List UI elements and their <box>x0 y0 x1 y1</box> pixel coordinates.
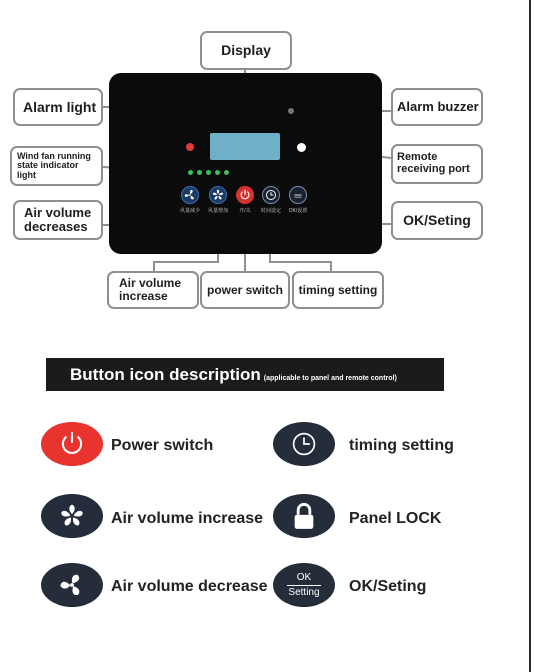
legend-label-power-switch: Power switch <box>111 437 214 454</box>
remote-receiver-dot <box>297 143 306 152</box>
legend-ok-setting-icon-badge <box>273 563 335 607</box>
legend-label-air-volume-increase: Air volume increase <box>111 510 264 527</box>
callout-remote-receiving-port: Remote receiving port <box>391 144 483 184</box>
fan-state-leds <box>188 170 229 175</box>
ok-setting-icon <box>292 189 304 201</box>
alarm-light-led <box>186 143 194 151</box>
fan-icon <box>60 573 84 597</box>
panel-caption-power: 开/关 <box>239 208 251 214</box>
fan-icon <box>184 189 196 201</box>
ok-icon-bottom-text: Setting <box>288 586 320 598</box>
panel-caption-ok: OK/设置 <box>288 208 308 214</box>
control-panel <box>109 73 382 254</box>
callout-wind-fan-state: Wind fan running state indicator light <box>10 146 103 186</box>
fan-icon <box>60 504 84 528</box>
callout-alarm-buzzer: Alarm buzzer <box>391 88 483 126</box>
power-icon <box>239 189 251 201</box>
power-icon <box>59 431 85 457</box>
panel-power-button[interactable] <box>236 186 254 204</box>
panel-caption-timing: 时间设定 <box>260 208 281 214</box>
ok-icon-top-text: OK <box>296 572 312 583</box>
fan-led <box>197 170 202 175</box>
callout-timing-setting: timing setting <box>292 271 384 309</box>
legend-label-ok-setting: OK/Seting <box>349 578 427 595</box>
banner-title: Button icon description <box>70 365 261 384</box>
clock-icon <box>265 189 277 201</box>
panel-ok-setting-button[interactable] <box>289 186 307 204</box>
legend-timing-icon-badge <box>273 422 335 466</box>
alarm-buzzer-hole <box>288 108 294 114</box>
ok-icon-divider <box>287 585 321 586</box>
banner-subtitle: (applicable to panel and remote control) <box>263 375 397 382</box>
callout-power-switch: power switch <box>200 271 290 309</box>
panel-air-volume-increase-button[interactable] <box>209 186 227 204</box>
callout-air-volume-increase: Air volume increase <box>107 271 199 309</box>
panel-caption-decrease: 风量减少 <box>179 208 200 214</box>
callout-display: Display <box>200 31 292 70</box>
callout-alarm-light: Alarm light <box>13 88 103 126</box>
panel-air-volume-decrease-button[interactable] <box>181 186 199 204</box>
legend-air-volume-increase-icon-badge <box>41 494 103 538</box>
ok-setting-icon <box>287 572 321 598</box>
legend-label-air-volume-decrease: Air volume decrease <box>111 578 268 595</box>
legend-label-panel-lock: Panel LOCK <box>349 510 442 527</box>
clock-icon <box>291 431 317 457</box>
fan-icon <box>212 189 224 201</box>
legend-air-volume-decrease-icon-badge <box>41 563 103 607</box>
legend-label-timing-setting: timing setting <box>349 437 454 454</box>
legend-power-icon-badge <box>41 422 103 466</box>
callout-air-volume-decreases: Air volume decreases <box>13 200 103 240</box>
fan-led <box>188 170 193 175</box>
display-screen <box>210 133 280 160</box>
fan-led <box>215 170 220 175</box>
callout-ok-setting: OK/Seting <box>391 201 483 240</box>
fan-led <box>206 170 211 175</box>
panel-timing-button[interactable] <box>262 186 280 204</box>
padlock-icon <box>291 502 317 530</box>
button-icon-description-banner <box>46 358 444 391</box>
panel-caption-increase: 风量增加 <box>207 208 228 214</box>
legend-panel-lock-icon-badge <box>273 494 335 538</box>
fan-led <box>224 170 229 175</box>
